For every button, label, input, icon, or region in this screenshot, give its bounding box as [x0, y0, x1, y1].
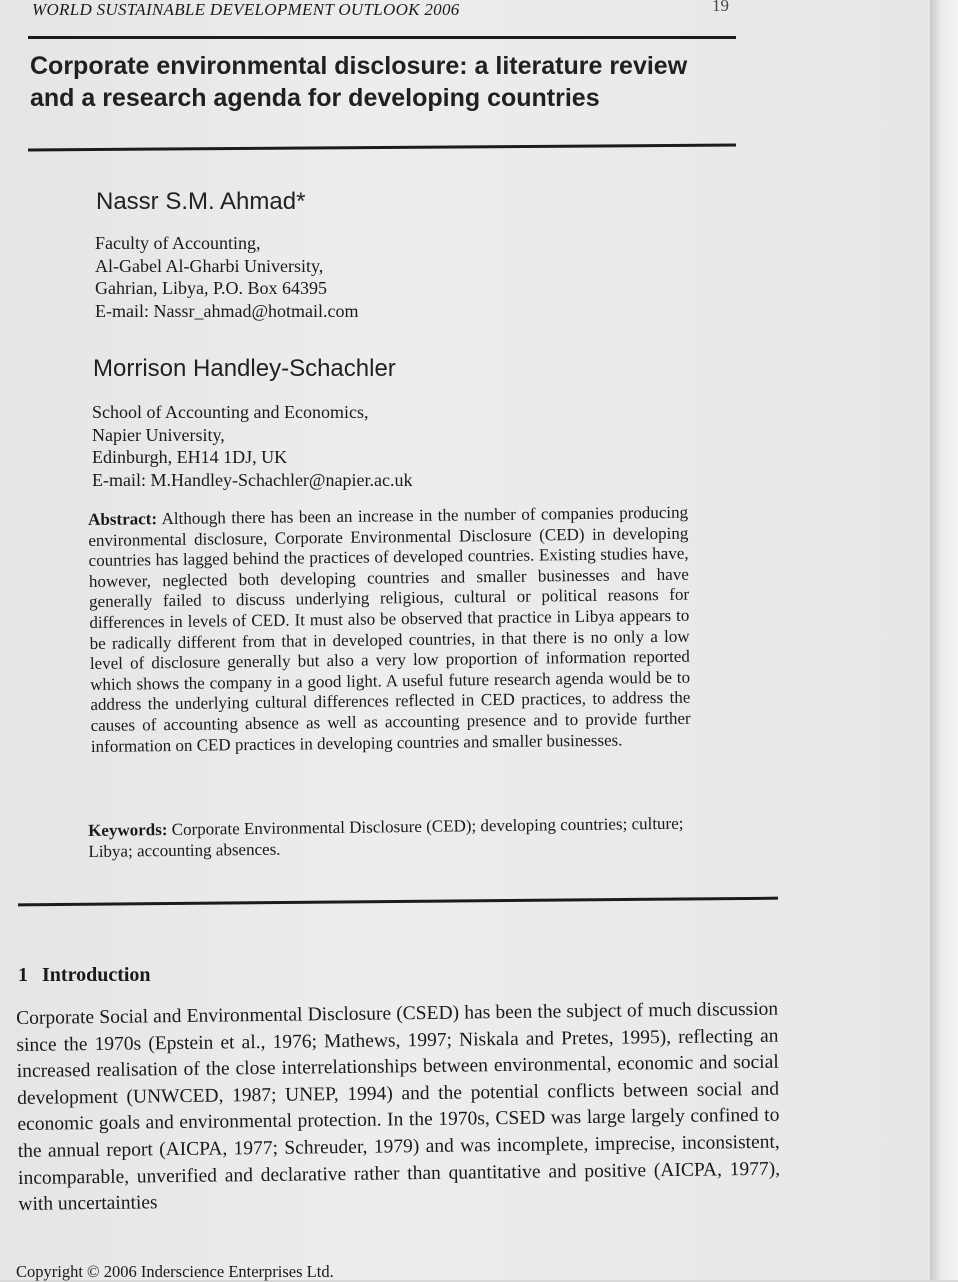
- section-heading: [18, 964, 151, 987]
- title-top-rule: [28, 36, 736, 39]
- page-number: 19: [712, 0, 729, 15]
- copyright-footer: Copyright © 2006 Inderscience Enterprises Ltd.: [16, 1262, 334, 1281]
- author-affiliation-1: [95, 232, 359, 322]
- title-bottom-rule: [28, 144, 736, 152]
- author-affiliation-2: [92, 401, 412, 491]
- keywords: [88, 813, 694, 862]
- page-edge-shadow: [930, 0, 958, 1280]
- abstract-label: Abstract:: [88, 509, 158, 529]
- keywords-text: Corporate Environmental Disclosure (CED); developing countries; culture; Libya; accounting absences.: [88, 813, 684, 861]
- author-email: E-mail: M.Handley-Schachler@napier.ac.uk: [92, 469, 413, 490]
- abstract-bottom-rule: [18, 897, 778, 907]
- affiliation-line: Gahrian, Libya, P.O. Box 64395: [95, 278, 327, 298]
- section-number: 1: [18, 964, 28, 986]
- journal-header: WORLD SUSTAINABLE DEVELOPMENT OUTLOOK 2006: [32, 0, 460, 19]
- article-title: Corporate environmental disclosure: a literature review and a research agenda for developing countries: [30, 52, 688, 112]
- affiliation-line: Al-Gabel Al-Gharbi University,: [95, 255, 324, 276]
- abstract: [88, 503, 691, 757]
- keywords-label: Keywords:: [88, 820, 168, 840]
- section-title: Introduction: [42, 964, 151, 986]
- introduction-paragraph: Corporate Social and Environmental Disclosure (CSED) has been the subject of much discussion since the 1970s (Epstein et al., 1976; Mathews, 1997; Niskala and Pretes, 1995), reflecting an increased realisation of the close interrelationships between environmental, economic and social development (UNWCED, 1987; UNEP, 1994) and the potential conflicts between social and economic goals and environmental protection. In the 1970s, CSED was large largely confined to the annual report (AICPA, 1977; Schreuder, 1979) and was incomplete, imprecise, inconsistent, incomparable, unverified and declarative rather than quantitative and positive (AICPA, 1977), with uncertainties: [16, 998, 781, 1216]
- affiliation-line: Edinburgh, EH14 1DJ, UK: [92, 447, 288, 467]
- abstract-text: Although there has been an increase in the number of companies producing environmental disclosure, Corporate Environmental Disclosure (CED) in developing countries has lagged behind the practices of developed countries. Existing studies have, however, neglected both developing countries and smaller businesses and have generally failed to discuss underlying religious, cultural or political reasons for differences in levels of CED. It must also be observed that practice in Libya appears to be radically different from that in developed countries, in that there is no only a low level of disclosure generally but also a very low proportion of information reported which shows the company in a good light. A useful future research agenda would be to address the underlying cultural differences reflected in CED practices, to address the causes of accounting absence as well as accounting presence and to provide further information on CED practices in developing countries and smaller businesses.: [88, 502, 691, 756]
- author-email: E-mail: Nassr_ahmad@hotmail.com: [95, 300, 359, 321]
- affiliation-line: Napier University,: [92, 424, 225, 445]
- author-name-2: Morrison Handley-Schachler: [93, 355, 396, 382]
- affiliation-line: Faculty of Accounting,: [95, 233, 261, 253]
- author-name-1: Nassr S.M. Ahmad*: [96, 188, 306, 215]
- affiliation-line: School of Accounting and Economics,: [92, 402, 369, 422]
